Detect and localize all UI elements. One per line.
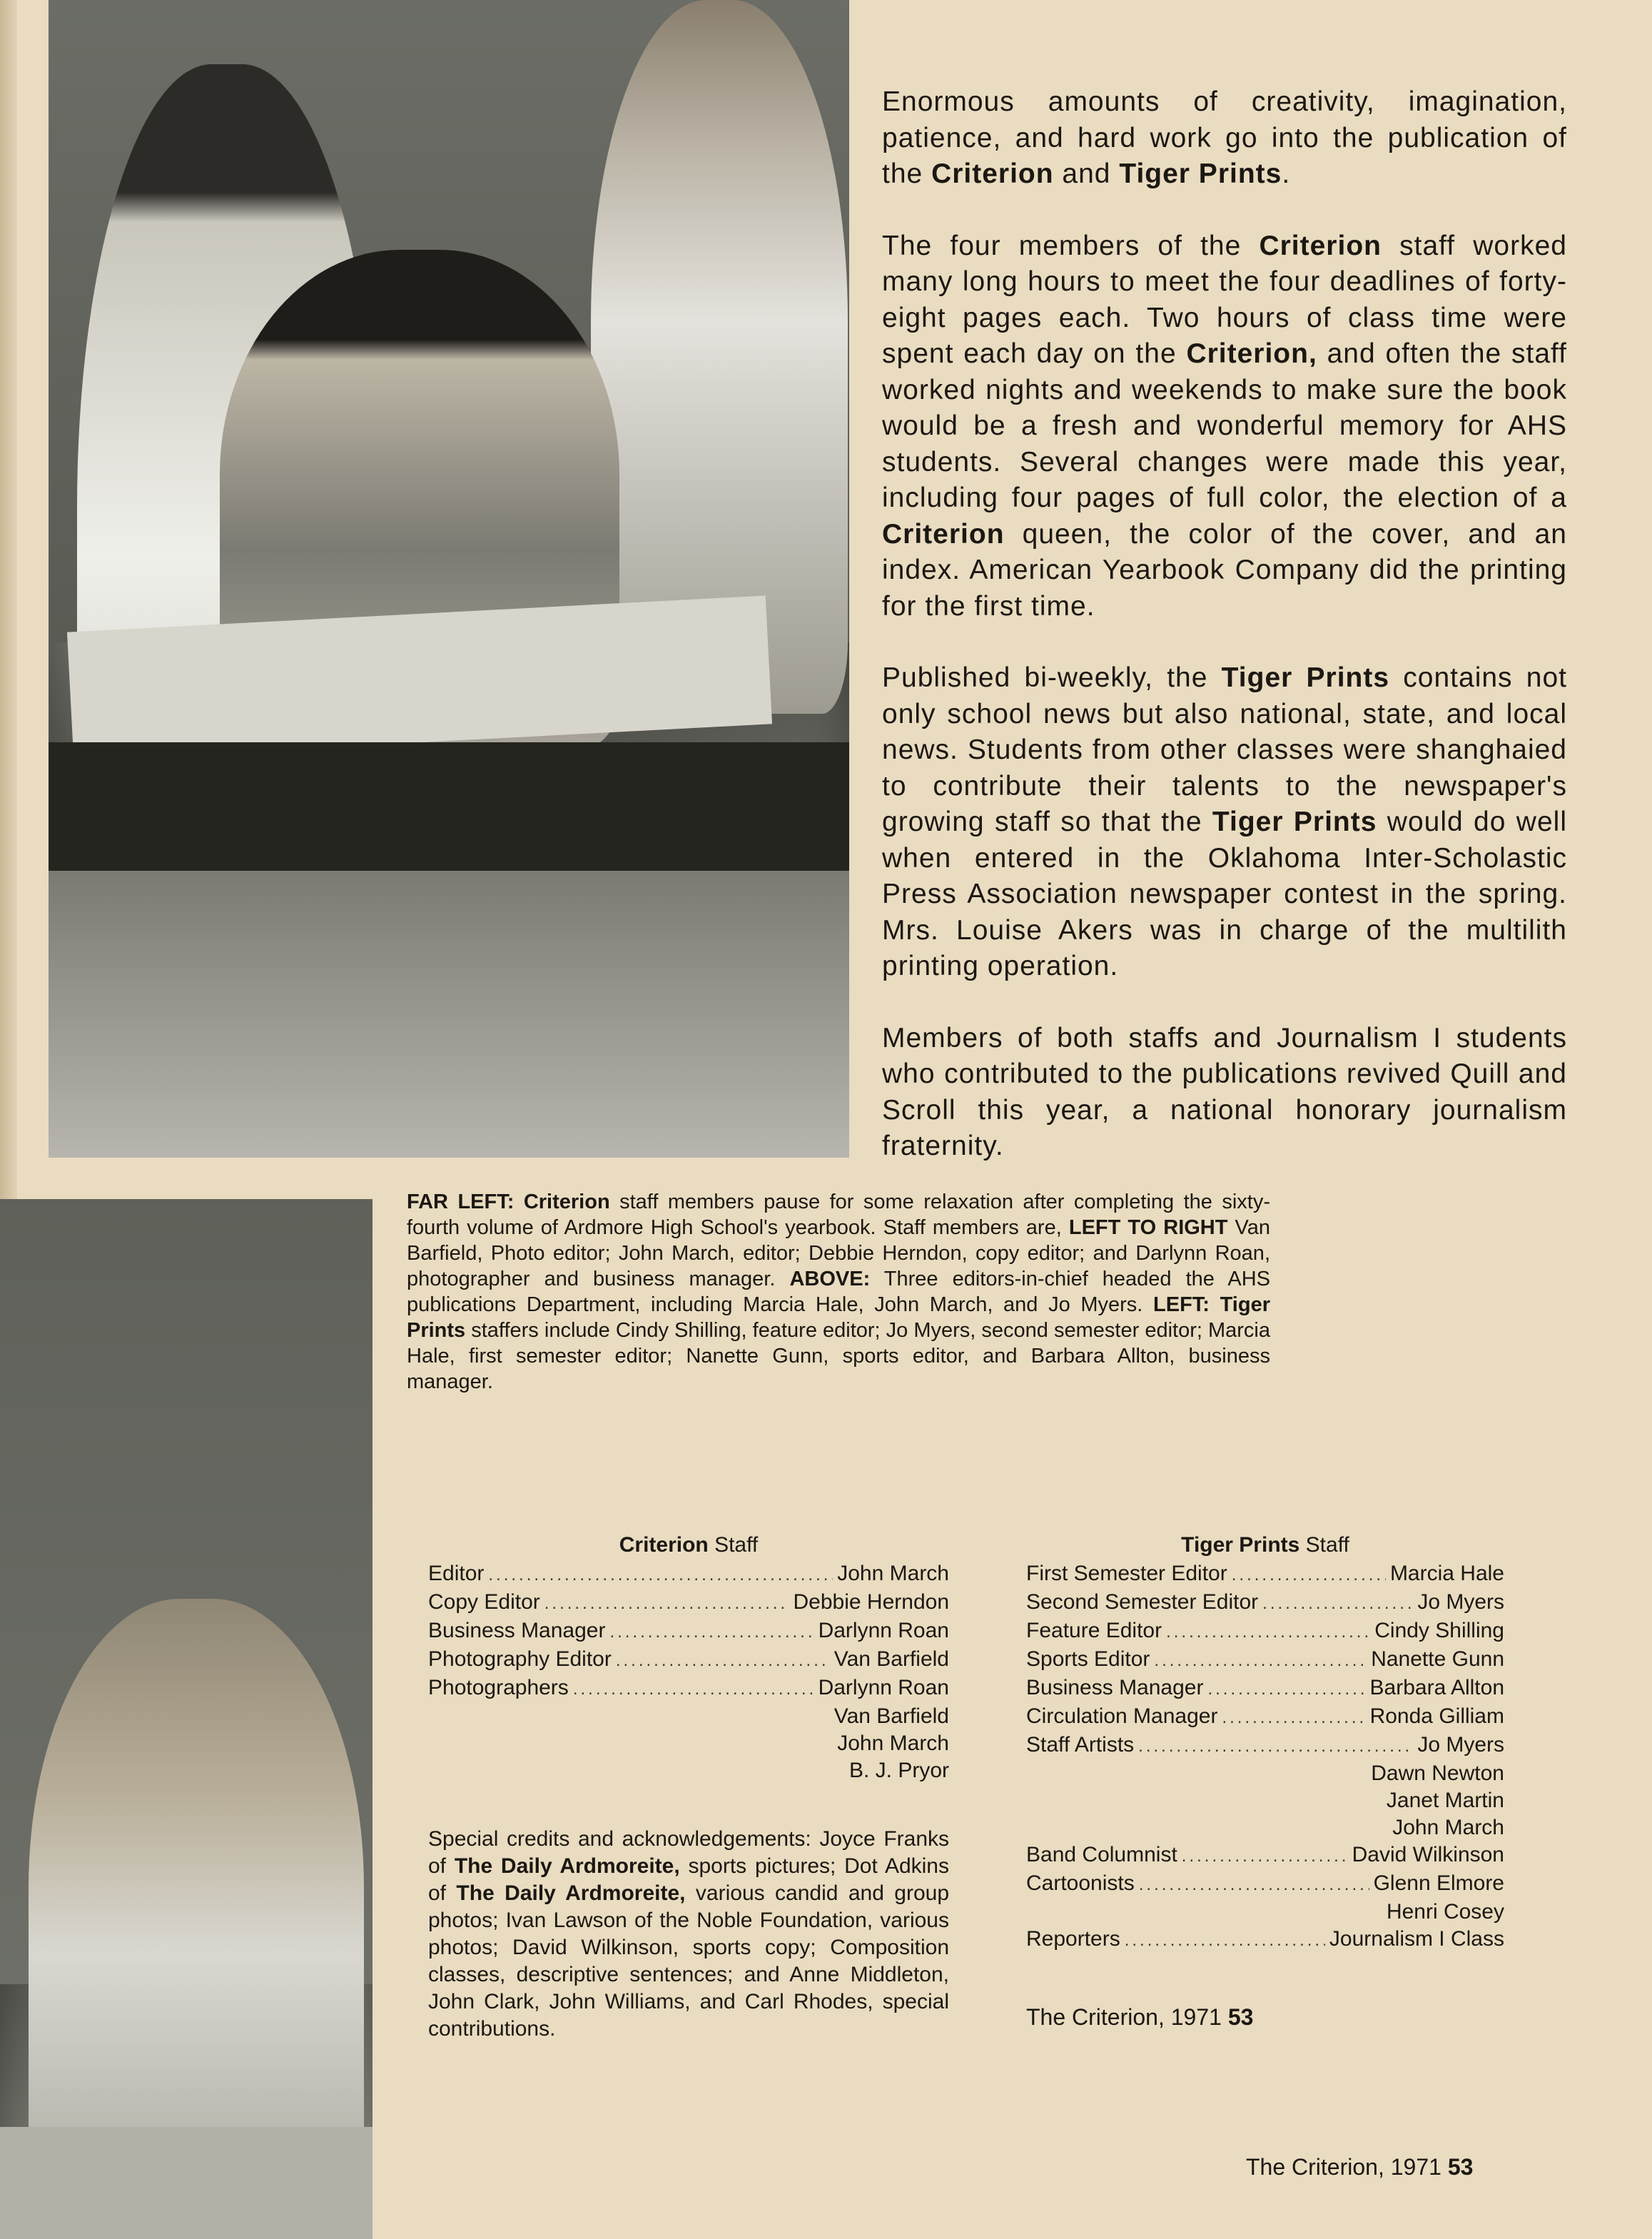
tiger-prints-staff-list	[1026, 1532, 1504, 1954]
staff-continuation: John March	[1392, 1816, 1504, 1839]
intro-text-column	[882, 84, 1567, 1201]
staff-row: Sports Editor ..... Nanette Gunn	[1026, 1646, 1504, 1674]
staff-row: Photographers ..... Darlynn Roan	[428, 1674, 949, 1703]
intro-paragraph-1: Enormous amounts of creativity, imagination, patience, and hard work go into the publication of the Criterion and Tiger Prints.	[882, 86, 1567, 189]
special-credits: Special credits and acknowledgements: Joyce Franks of The Daily Ardmoreite, sports pictures; Dot Adkins of The Daily Ardmoreite, various candid and group photos; Ivan Lawson of the Noble Foundation, various photos; David Wilkinson, sports copy; Composition classes, descriptive sentences; and Anne Middleton, John Clark, John Williams, and Carl Rhodes, special contributions.	[428, 1827, 949, 2041]
staff-row: Reporters ..... Journalism I Class	[1026, 1926, 1504, 1954]
staff-row: Feature Editor ..... Cindy Shilling	[1026, 1617, 1504, 1646]
tiger-prints-staff-heading: Tiger Prints Staff	[1181, 1533, 1349, 1557]
staff-row: First Semester Editor ..... Marcia Hale	[1026, 1560, 1504, 1589]
student-photo-bottom	[0, 1199, 373, 2239]
photo-caption: FAR LEFT: Criterion staff members pause for some relaxation after completing the sixty-fourth volume of Ardmore High School's yearbook. Staff members are, LEFT TO RIGHT Van Barfield, Photo editor; John March, editor; Debbie Herndon, copy editor; and Darlynn Roan, photographer and business manager. ABOVE: Three editors-in-chief headed the AHS publications Department, including Marcia Hale, John March, and Jo Myers. LEFT: Tiger Prints staffers include Cindy Shilling, feature editor; Jo Myers, second semester editor; Marcia Hale, first semester editor; Nanette Gunn, sports editor, and Barbara Allton, business manager.	[407, 1191, 1270, 1393]
staff-row: Editor ..... John March	[428, 1560, 949, 1589]
staff-continuation: Janet Martin	[1386, 1789, 1504, 1812]
intro-paragraph-2: The four members of the Criterion staff worked many long hours to meet the four deadlines of forty-eight pages each. Two hours of class time were spent each day on the Criterion, and often the staff worked nights and weekends to make sure the book would be a fresh and wonderful memory for AHS students. Several changes were made this year, including four pages of full color, the election of a Criterion queen, the color of the cover, and an index. American Yearbook Company did the printing for the first time.	[882, 230, 1567, 622]
staff-row: Copy Editor ..... Debbie Herndon	[428, 1589, 949, 1617]
staff-row: Staff Artists ..... Jo Myers	[1026, 1732, 1504, 1760]
criterion-staff-list	[428, 1532, 949, 1784]
floor	[49, 871, 849, 1158]
intro-paragraph-3: Published bi-weekly, the Tiger Prints contains not only school news but also national, state, and local news. Students from other classes were shanghaied to contribute their talents to the newspaper's growing staff so that the Tiger Prints would do well when entered in the Oklahoma Inter-Scholastic Press Association newspaper contest in the spring. Mrs. Louise Akers was in charge of the multilith printing operation.	[882, 662, 1567, 981]
staff-row: Band Columnist ..... David Wilkinson	[1026, 1841, 1504, 1870]
folio-page-number: The Criterion, 1971 53	[1246, 2154, 1474, 2180]
staff-continuation: John March	[837, 1732, 949, 1755]
staff-continuation: Henri Cosey	[1386, 1900, 1504, 1924]
staff-row: Cartoonists ..... Glenn Elmore	[1026, 1870, 1504, 1899]
table	[49, 742, 849, 871]
staff-row: Business Manager ..... Barbara Allton	[1026, 1674, 1504, 1703]
staff-row: Business Manager ..... Darlynn Roan	[428, 1617, 949, 1646]
staff-photo-top	[49, 0, 849, 1158]
staff-row: Photography Editor ..... Van Barfield	[428, 1646, 949, 1674]
staff-continuation: Van Barfield	[833, 1704, 949, 1728]
staff-continuation: Dawn Newton	[1371, 1762, 1504, 1785]
staff-row: Circulation Manager ..... Ronda Gilliam	[1026, 1703, 1504, 1732]
folio-inner: The Criterion, 1971 53	[1026, 2004, 1254, 2030]
staff-row: Second Semester Editor ..... Jo Myers	[1026, 1589, 1504, 1617]
criterion-staff-heading: Criterion Staff	[619, 1533, 759, 1557]
intro-paragraph-4: Members of both staffs and Journalism I students who contributed to the publications revived Quill and Scroll this year, a national honorary journalism fraternity.	[882, 1022, 1567, 1161]
desk	[0, 2127, 373, 2239]
staff-continuation: B. J. Pryor	[848, 1759, 949, 1782]
